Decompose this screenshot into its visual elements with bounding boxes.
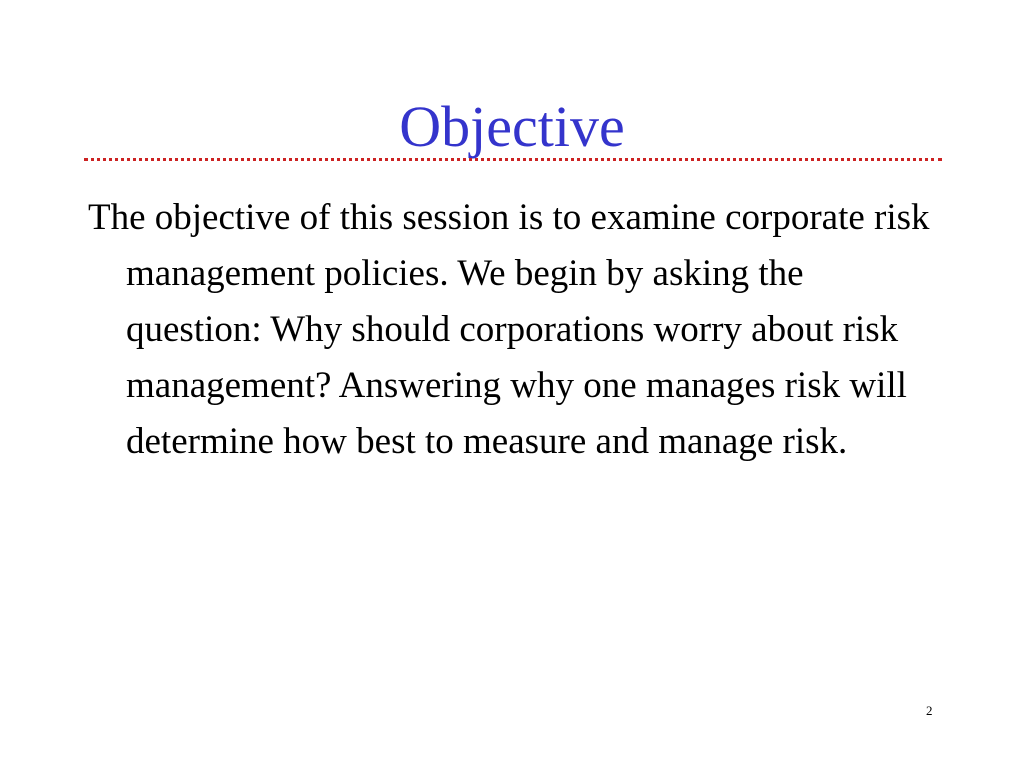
page-number: 2 bbox=[926, 703, 933, 718]
slide-title: Objective bbox=[399, 94, 625, 159]
slide-body-paragraph: The objective of this session is to examine corporate risk management policies. We begin by asking the question: Why should corporations worry about risk management? Answering why one manages risk will determine how best to measure and manage risk. bbox=[88, 197, 930, 462]
title-divider bbox=[84, 158, 942, 161]
